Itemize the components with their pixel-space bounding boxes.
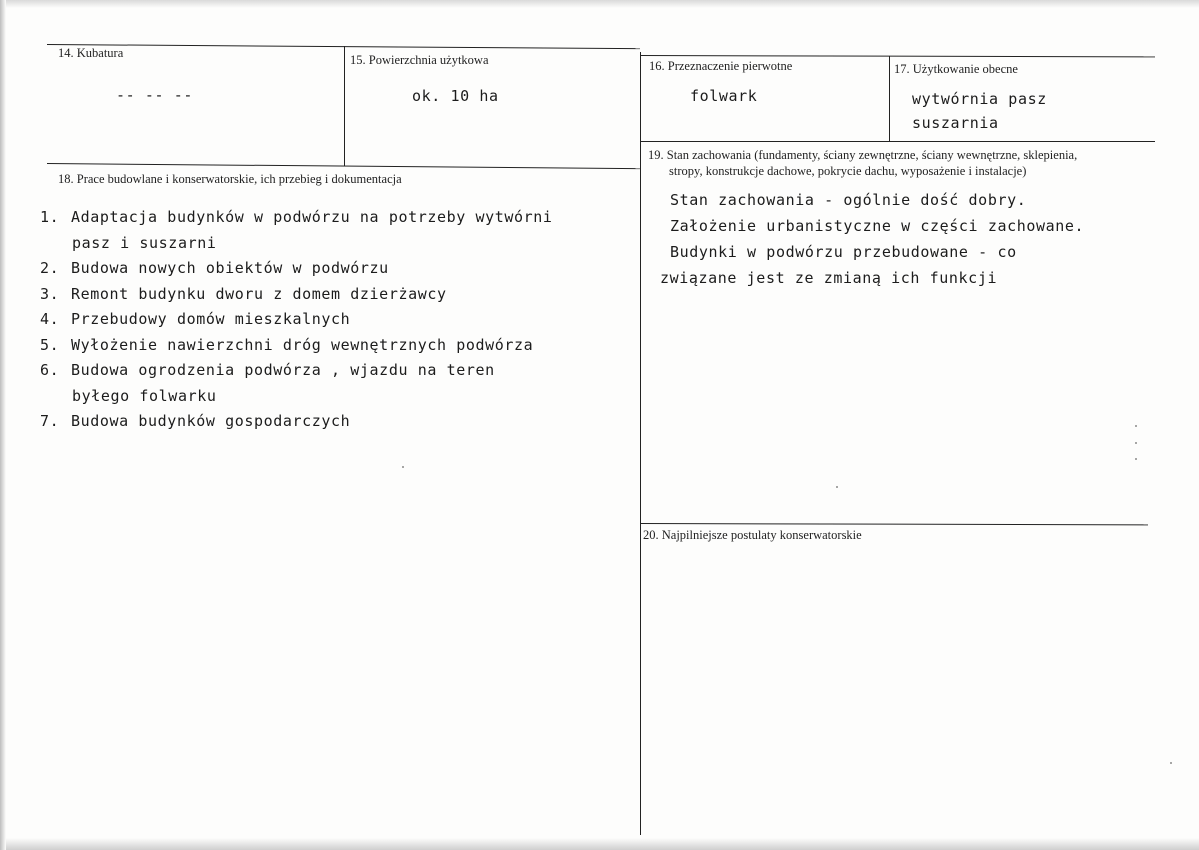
prace-item-text: Adaptacja budynków w podwórzu na potrzeby wytwórni	[71, 208, 553, 226]
prace-item-text: Przebudowy domów mieszkalnych	[71, 310, 351, 328]
prace-item-number: 7.	[40, 412, 60, 430]
prace-item-number: 6.	[40, 361, 60, 379]
scan-edge-bottom	[0, 838, 1199, 850]
divider-16-17	[889, 56, 890, 142]
prace-item-continuation: byłego folwarku	[72, 386, 217, 405]
uzytkowanie-value-line-1: wytwórnia pasz	[912, 90, 1047, 108]
scan-edge-left	[0, 0, 6, 850]
prace-item-number: 4.	[40, 310, 60, 328]
divider-row-19	[640, 141, 1155, 142]
prace-item-text: Wyłożenie nawierzchni dróg wewnętrznych podwórza	[71, 335, 534, 354]
prace-item	[40, 358, 553, 384]
prace-item-text: Budowa ogrodzenia podwórza , wjazdu na teren	[71, 361, 495, 379]
stan-text-line-3: Budynki w podwórzu przebudowane - co	[670, 243, 1017, 261]
scan-edge-top	[0, 0, 1199, 8]
kubatura-label: 14. Kubatura	[58, 46, 124, 60]
stan-label-line-1: 19. Stan zachowania (fundamenty, ściany zewnętrzne, ściany wewnętrzne, sklepienia,	[648, 148, 1078, 162]
stan-text-line-4: związane jest ze zmianą ich funkcji	[660, 269, 998, 287]
stan-text-line-2: Założenie urbanistyczne w części zachowane.	[670, 217, 1085, 235]
prace-item-text: Budowa budynków gospodarczych	[71, 412, 351, 430]
prace-item	[40, 256, 553, 282]
prace-list	[40, 205, 553, 435]
prace-item-number: 3.	[40, 284, 60, 303]
powierzchnia-value: ok. 10 ha	[412, 87, 499, 105]
przeznaczenie-value: folwark	[690, 87, 758, 105]
prace-item-number: 5.	[40, 335, 60, 354]
prace-item	[40, 282, 553, 308]
prace-item	[40, 333, 553, 359]
divider-14-15	[344, 46, 345, 166]
prace-label: 18. Prace budowlane i konserwatorskie, ich przebieg i dokumentacja	[58, 172, 402, 186]
postulaty-label: 20. Najpilniejsze postulaty konserwatorskie	[643, 528, 862, 542]
scan-speck	[836, 486, 838, 488]
scan-speck	[1135, 425, 1137, 427]
kubatura-value: -- -- --	[116, 86, 194, 104]
prace-item-number: 2.	[40, 259, 60, 277]
przeznaczenie-label: 16. Przeznaczenie pierwotne	[649, 59, 793, 73]
scan-speck	[1135, 442, 1137, 444]
uzytkowanie-label: 17. Użytkowanie obecne	[894, 62, 1018, 76]
prace-item	[40, 307, 553, 333]
prace-item-continuation: pasz i suszarni	[72, 233, 217, 252]
scan-speck	[1170, 762, 1172, 764]
top-border-line-right	[640, 55, 1155, 57]
divider-row-20	[640, 523, 1148, 525]
scan-speck	[1135, 458, 1137, 460]
scan-speck	[402, 466, 404, 468]
powierzchnia-label: 15. Powierzchnia użytkowa	[350, 53, 489, 67]
prace-item	[40, 205, 553, 231]
center-divider	[640, 52, 641, 835]
prace-item-number: 1.	[40, 208, 60, 226]
stan-text-line-1: Stan zachowania - ogólnie dość dobry.	[670, 191, 1027, 209]
prace-item	[40, 409, 553, 435]
prace-item-text: Budowa nowych obiektów w podwórzu	[71, 259, 389, 277]
prace-item-text: Remont budynku dworu z domem dzierżawcy	[71, 284, 447, 303]
stan-label-line-2: stropy, konstrukcje dachowe, pokrycie dachu, wyposażenie i instalacje)	[669, 164, 1027, 178]
uzytkowanie-value-line-2: suszarnia	[912, 114, 999, 132]
